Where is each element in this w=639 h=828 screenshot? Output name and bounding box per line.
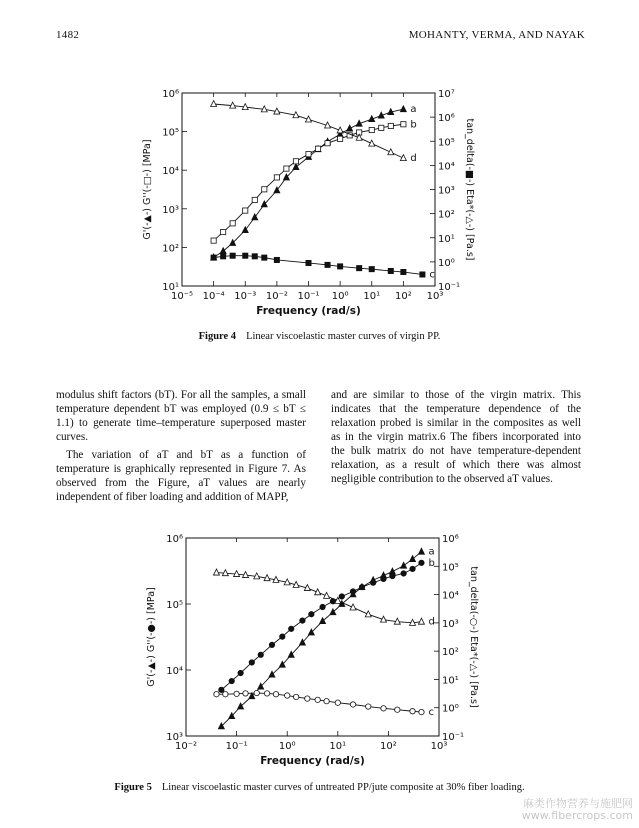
- body-right-column: [331, 388, 581, 490]
- watermark-line-2: www.fibercrops.com: [521, 809, 633, 822]
- figure-5-caption-text: Linear viscoelastic master curves of untreated PP/jute composite at 30% fiber loading.: [161, 782, 525, 793]
- data-point: [315, 697, 320, 702]
- data-point: [238, 670, 243, 675]
- y-right-tick-label: 10⁰: [442, 703, 459, 715]
- series-label: a: [410, 104, 417, 116]
- series-line: [221, 563, 421, 690]
- paragraph: and are similar to those of the virgin matrix. This indicates that the temperature dependence of the relaxation probed is similar in the composites as well as in the virgin matrix.6 The fibers incorporated into the bulk matrix do not have temperature-dependent relaxation, as a result of which there was almost negligible contribution to the observed aT values.: [331, 389, 581, 485]
- data-point: [325, 141, 330, 146]
- data-point: [252, 197, 257, 202]
- data-point: [418, 618, 424, 624]
- data-point: [285, 693, 290, 698]
- y-right-tick-label: 10⁰: [438, 257, 455, 269]
- x-tick-label: 10³: [430, 741, 448, 752]
- watermark-line-1: 麻类作物营养与施肥网: [523, 797, 633, 810]
- data-point: [418, 548, 424, 554]
- data-point: [347, 125, 353, 131]
- data-point: [211, 238, 216, 243]
- x-tick-label: 10⁻²: [174, 741, 198, 752]
- data-point: [400, 106, 406, 112]
- y-right-tick-label: 10⁻¹: [442, 732, 465, 743]
- y-right-tick-label: 10⁷: [438, 89, 455, 100]
- data-point: [381, 576, 386, 581]
- data-point: [305, 696, 310, 701]
- y-left-tick-label: 10⁵: [166, 600, 183, 611]
- data-point: [243, 691, 248, 696]
- data-point: [335, 700, 340, 705]
- series-label: b: [410, 119, 417, 131]
- data-point: [338, 264, 343, 269]
- data-point: [211, 255, 216, 260]
- series-label: d: [428, 616, 435, 628]
- y-left-tick-label: 10³: [162, 204, 179, 216]
- data-point: [350, 589, 355, 594]
- y-right-tick-label: 10²: [442, 647, 459, 659]
- y-right-tick-label: 10⁶: [438, 113, 455, 125]
- data-point: [300, 618, 305, 623]
- series-label: c: [428, 707, 434, 719]
- y-right-tick-label: 10⁴: [442, 590, 459, 602]
- data-point: [284, 166, 289, 171]
- x-axis-label: Frequency (rad/s): [256, 305, 361, 317]
- x-tick-label: 10⁻¹: [297, 291, 320, 302]
- data-point: [325, 262, 330, 267]
- data-point: [262, 187, 267, 192]
- data-point: [258, 652, 263, 657]
- x-tick-label: 10²: [380, 741, 397, 752]
- page-number: 1482: [56, 29, 80, 41]
- paragraph: modulus shift factors (bT). For all the samples, a small temperature dependent bT was employed (0.9 ≤ bT ≤ 1.1) to generate time–temperature superposed master curves.: [56, 389, 306, 443]
- x-tick-label: 10⁻²: [265, 291, 288, 302]
- data-point: [419, 709, 424, 714]
- series-label: b: [428, 557, 435, 569]
- data-point: [293, 164, 299, 170]
- data-point: [330, 609, 336, 615]
- watermark: [522, 798, 633, 822]
- data-point: [379, 125, 384, 130]
- data-point: [280, 634, 285, 639]
- series-b: [211, 119, 417, 243]
- body-left-column: [56, 388, 306, 508]
- data-point: [221, 229, 226, 234]
- figure-4-chart: [140, 78, 480, 324]
- data-point: [320, 618, 326, 624]
- x-tick-label: 10⁰: [278, 741, 296, 752]
- data-point: [243, 208, 248, 213]
- data-point: [274, 257, 279, 262]
- data-point: [293, 159, 298, 164]
- data-point: [410, 709, 415, 714]
- data-point: [395, 707, 400, 712]
- y-right-tick-label: 10¹: [442, 675, 459, 687]
- data-point: [229, 678, 234, 683]
- data-point: [390, 573, 395, 578]
- y-right-tick-label: 10⁵: [442, 562, 459, 574]
- data-point: [252, 254, 257, 259]
- figure-5-caption: [0, 782, 639, 793]
- series-line: [214, 109, 404, 257]
- x-tick-label: 10¹: [329, 741, 347, 752]
- data-point: [339, 594, 344, 599]
- y-right-tick-label: 10⁵: [438, 137, 455, 149]
- data-point: [211, 100, 217, 106]
- figure-5-chart: [142, 522, 484, 774]
- y-right-tick-label: 10²: [438, 209, 455, 221]
- series-line: [216, 573, 421, 623]
- data-point: [338, 136, 343, 141]
- x-tick-label: 10⁻⁴: [202, 291, 225, 302]
- data-point: [262, 255, 267, 260]
- data-point: [401, 269, 406, 274]
- series-line: [214, 104, 404, 158]
- x-tick-label: 10⁻¹: [225, 741, 248, 752]
- y-right-axis-label: tan_delta(-○-) Eta*(-△-) [Pa.s]: [468, 566, 479, 708]
- data-point: [420, 272, 425, 277]
- y-right-tick-label: 10³: [442, 618, 459, 630]
- figure-5-label: Figure 5: [114, 782, 152, 793]
- data-point: [213, 569, 219, 575]
- data-point: [249, 660, 254, 665]
- series-d: [211, 100, 417, 164]
- x-tick-label: 10⁰: [331, 291, 349, 302]
- data-point: [273, 692, 278, 697]
- data-point: [306, 260, 311, 265]
- y-left-tick-label: 10¹: [162, 282, 179, 293]
- data-point: [410, 556, 416, 562]
- data-point: [309, 612, 314, 617]
- y-right-tick-label: 10¹: [438, 233, 455, 245]
- y-right-tick-label: 10⁻¹: [438, 282, 461, 293]
- y-left-tick-label: 10⁶: [166, 534, 183, 545]
- data-point: [221, 254, 226, 259]
- y-left-tick-label: 10²: [162, 243, 179, 255]
- data-point: [289, 626, 294, 631]
- series-a: [211, 104, 417, 260]
- figure-4-caption: [0, 331, 639, 342]
- data-point: [274, 175, 279, 180]
- series-c: [211, 253, 435, 280]
- data-point: [234, 691, 239, 696]
- data-point: [357, 266, 362, 271]
- figure-4-caption-text: Linear viscoelastic master curves of virgin PP.: [246, 331, 441, 342]
- data-point: [293, 694, 298, 699]
- data-point: [214, 692, 219, 697]
- data-point: [230, 221, 235, 226]
- data-point: [219, 687, 224, 692]
- data-point: [306, 152, 311, 157]
- data-point: [366, 704, 371, 709]
- data-point: [243, 253, 248, 258]
- data-point: [315, 146, 320, 151]
- y-right-tick-label: 10⁶: [442, 534, 459, 545]
- series-c: [214, 690, 434, 718]
- data-point: [269, 642, 274, 647]
- data-point: [388, 268, 393, 273]
- x-tick-label: 10⁻³: [234, 291, 257, 302]
- series-d: [213, 569, 434, 628]
- data-point: [238, 703, 244, 709]
- y-left-axis-label: G'(-▲-) G''(-□-) [MPa]: [142, 139, 153, 240]
- y-right-tick-label: 10⁴: [438, 161, 455, 173]
- x-tick-label: 10¹: [363, 291, 381, 302]
- y-left-axis-label: G'(-▲-) G''(-●-) [MPa]: [146, 587, 157, 687]
- series-label: c: [429, 269, 435, 281]
- data-point: [401, 571, 406, 576]
- data-point: [254, 690, 259, 695]
- x-tick-label: 10²: [395, 291, 412, 302]
- y-right-tick-label: 10³: [438, 185, 455, 197]
- data-point: [401, 562, 407, 568]
- data-point: [324, 698, 329, 703]
- y-right-axis-label: tan_delta(-■-) Eta*(-△-) [Pa.s]: [464, 118, 475, 261]
- series-label: d: [410, 153, 417, 165]
- x-tick-label: 10³: [426, 291, 444, 302]
- y-left-tick-label: 10³: [166, 732, 183, 743]
- series-label: a: [428, 546, 435, 558]
- data-point: [359, 584, 364, 589]
- data-point: [320, 604, 325, 609]
- data-point: [370, 580, 375, 585]
- running-header: MOHANTY, VERMA, AND NAYAK: [408, 29, 585, 41]
- data-point: [230, 253, 235, 258]
- y-left-tick-label: 10⁴: [166, 666, 183, 677]
- y-left-tick-label: 10⁶: [162, 89, 179, 100]
- y-left-tick-label: 10⁵: [162, 127, 179, 139]
- data-point: [381, 706, 386, 711]
- y-left-tick-label: 10⁴: [162, 166, 179, 178]
- data-point: [223, 692, 228, 697]
- data-point: [401, 122, 406, 127]
- data-point: [369, 127, 374, 132]
- x-tick-label: 10⁻⁵: [170, 291, 194, 302]
- data-point: [369, 267, 374, 272]
- x-axis-label: Frequency (rad/s): [260, 755, 365, 767]
- data-point: [264, 691, 269, 696]
- data-point: [410, 566, 415, 571]
- series-line: [214, 124, 404, 240]
- paragraph: The variation of aT and bT as a function of temperature is graphically represented in Figure 7. As observed from the Figure, aT values are nearly independent of fiber loading and addition of MAPP,: [56, 449, 306, 503]
- data-point: [220, 248, 226, 254]
- data-point: [388, 123, 393, 128]
- figure-4-label: Figure 4: [198, 331, 237, 342]
- series-b: [219, 558, 435, 693]
- data-point: [350, 702, 355, 707]
- data-point: [419, 560, 424, 565]
